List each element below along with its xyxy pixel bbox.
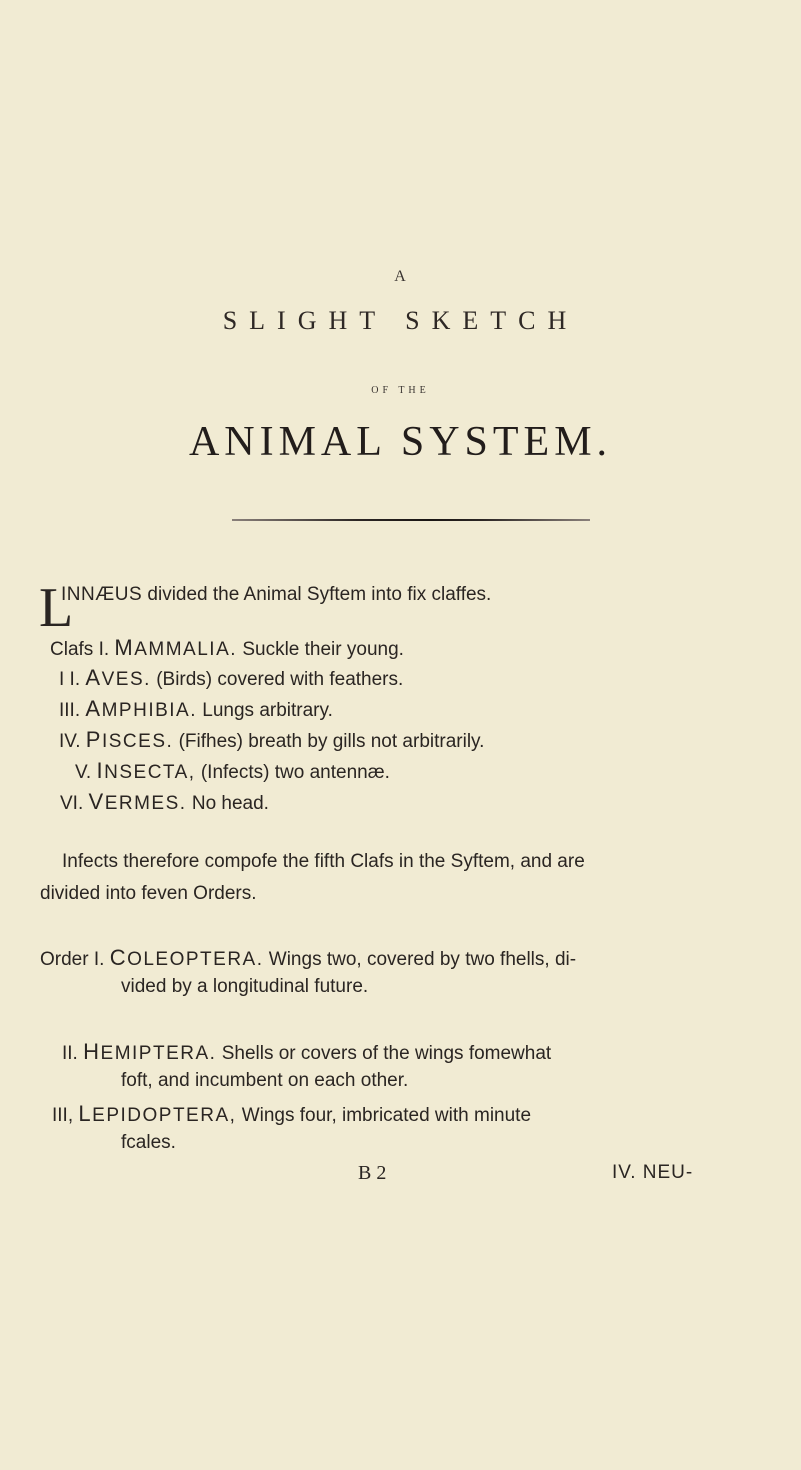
title-of-the: OF THE (371, 385, 430, 396)
class-row (59, 727, 484, 754)
class-number: V. (75, 762, 92, 783)
intro-lead: INNÆUS (61, 584, 143, 605)
order-name: HEMIPTERA. (83, 1039, 217, 1064)
catchword: IV. NEU- (612, 1162, 694, 1183)
drop-cap: L (39, 577, 74, 639)
order-description-continued: fcales. (121, 1132, 176, 1153)
class-description: Lungs arbitrary. (202, 700, 333, 721)
class-description: Suckle their young. (242, 639, 404, 660)
title-line-1: SLIGHT SKETCH (222, 306, 579, 335)
order-description-continued: foft, and incumbent on each other. (121, 1070, 409, 1091)
paragraph-line: Infects therefore compofe the fifth Clafs in the Syftem, and are (62, 851, 585, 872)
order-description: Wings two, covered by two fhells, di- (268, 949, 577, 970)
order-name: COLEOPTERA. (109, 945, 264, 970)
class-name: INSECTA, (96, 758, 196, 783)
order-description-continued: vided by a longitudinal future. (121, 976, 369, 997)
order-row (62, 1039, 551, 1066)
class-description: (Birds) covered with feathers. (156, 669, 404, 690)
class-number: IV. (59, 731, 81, 752)
signature-mark: B 2 (358, 1162, 387, 1184)
class-name: AMPHIBIA. (85, 696, 197, 721)
class-name: VERMES. (88, 789, 187, 814)
order-row (40, 945, 576, 972)
title-rule-divider (232, 519, 590, 521)
class-name: AVES. (85, 665, 151, 690)
intro-line (61, 584, 491, 607)
class-number: I I. (59, 669, 81, 690)
order-number: II. (62, 1043, 78, 1064)
order-name: LEPIDOPTERA, (78, 1101, 237, 1126)
class-number: III. (59, 700, 81, 721)
class-row (59, 696, 333, 723)
title-article: A (394, 268, 407, 285)
class-row (75, 758, 390, 785)
class-name: MAMMALIA. (114, 635, 238, 660)
class-description: No head. (191, 793, 269, 814)
order-description: Wings four, imbricated with minute (241, 1105, 532, 1126)
intro-rest: divided the Animal Syftem into fix claffes. (147, 584, 492, 605)
class-row (60, 789, 269, 816)
title-line-2: ANIMAL SYSTEM. (188, 419, 613, 465)
class-description: (Fifhes) breath by gills not arbitrarily. (178, 731, 485, 752)
class-number: Clafs I. (50, 639, 110, 660)
class-description: (Infects) two antennæ. (200, 762, 390, 783)
order-number: Order I. (40, 949, 105, 970)
order-number: III, (52, 1105, 74, 1126)
paragraph-line: divided into feven Orders. (40, 883, 257, 904)
order-row (52, 1101, 531, 1128)
class-row (59, 665, 403, 692)
order-description: Shells or covers of the wings fomewhat (221, 1043, 552, 1064)
class-number: VI. (60, 793, 84, 814)
class-name: PISCES. (85, 727, 174, 752)
class-row (50, 635, 404, 662)
